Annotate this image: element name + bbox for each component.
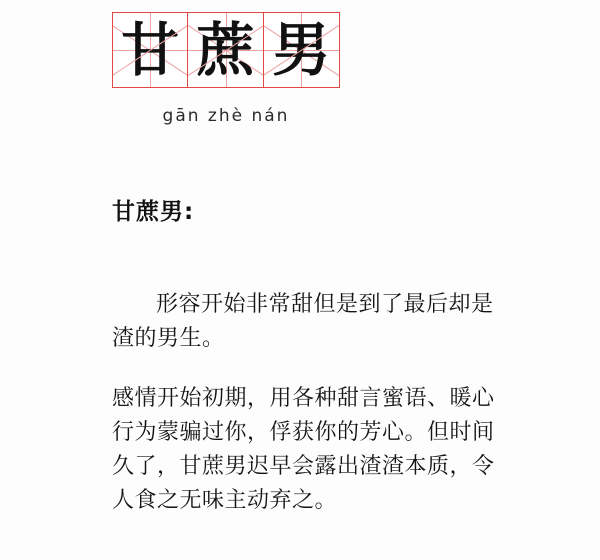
headword-pinyin: gān zhè nán (162, 106, 290, 126)
grid-cell (188, 13, 263, 87)
entry-definition: 形容开始非常甜但是到了最后却是渣的男生。 (112, 291, 494, 351)
grid-cell (264, 13, 339, 87)
headword-char-1: 甘 (121, 16, 180, 84)
entry-title: 甘蔗男: (112, 199, 195, 225)
headword-char-2: 蔗 (196, 16, 255, 84)
grid-cell (113, 13, 188, 87)
entry-explanation: 感情开始初期，用各种甜言蜜语、暖心行为蒙骗过你，俘获你的芳心。但时间久了，甘蔗男迟早会露出渣渣本质，令人食之无味主动弃之。 (112, 386, 495, 514)
headword-char-3: 男 (272, 16, 331, 84)
tianzige-grid (112, 12, 340, 88)
entry-body (112, 198, 532, 518)
headword-block (112, 12, 340, 126)
